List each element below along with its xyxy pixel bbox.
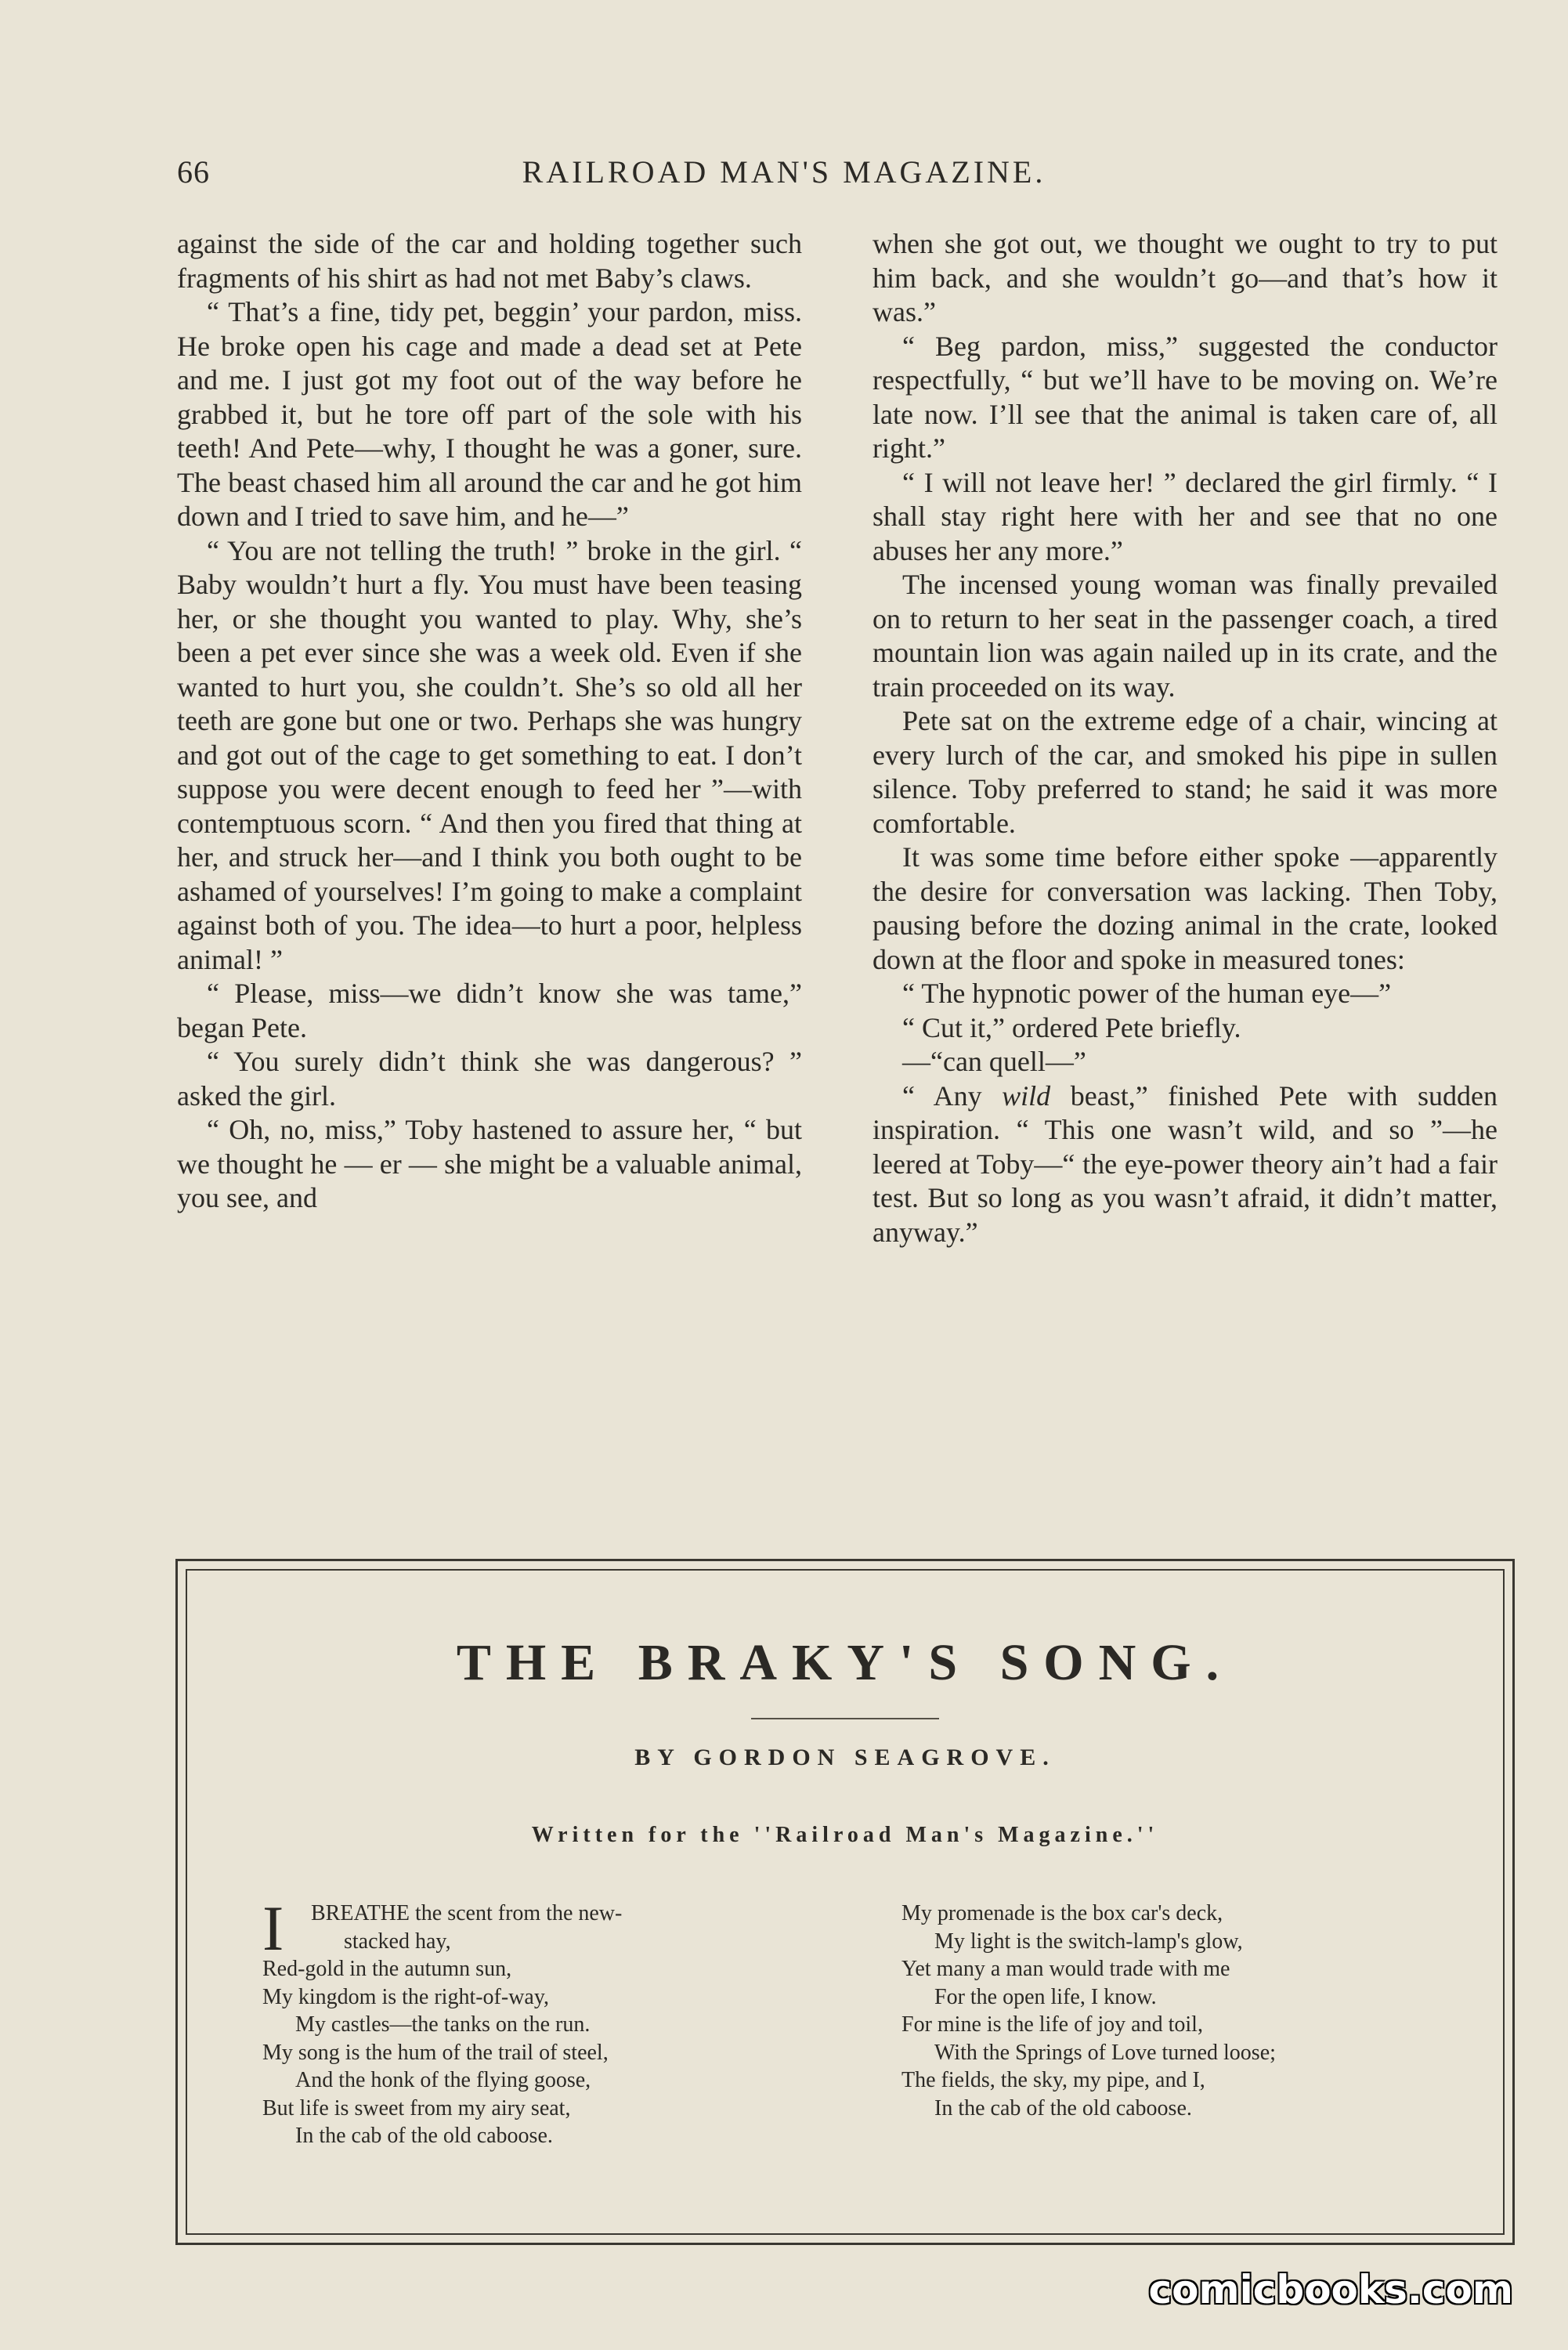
stanza-right <box>901 1900 1465 2122</box>
right-column <box>873 227 1498 1249</box>
paragraph: “ You surely didn’t think she was dangerous? ” asked the girl. <box>177 1046 802 1112</box>
paragraph: “ The hypnotic power of the human eye—” <box>902 978 1392 1009</box>
paragraph: “ Oh, no, miss,” Toby hastened to assure her, “ but we thought he — er — she might be a valuable animal, you see, and <box>177 1114 802 1213</box>
poem-box <box>175 1559 1515 2245</box>
poem-line: And the honk of the flying goose, <box>295 2068 591 2092</box>
text-run: beast,” finished Pete with sudden inspiration. “ This one wasn’t wild, and so ”—he leered at Toby—“ the eye-power theory ain’t had a fair test. But so long as you wasn’t afraid, it didn’t matter, anyway.” <box>873 1079 1498 1248</box>
paragraph: “ Beg pardon, miss,” suggested the conductor respectfully, “ but we’ll have to be moving on. We’re late now. I’ll see that the animal is taken care of, all right.” <box>873 330 1498 464</box>
poem-line: My song is the hum of the trail of steel, <box>262 2040 609 2065</box>
paragraph: “ You are not telling the truth! ” broke in the girl. “ Baby wouldn’t hurt a fly. You must have been teasing her, or she thought you wanted to play. Why, she’s been a pet ever since she was a week old. Even if she wanted to hurt you, she couldn’t. She’s so old all her teeth are gone but one or two. Perhaps she was hungry and got out of the cage to get something to eat. I don’t suppose you were decent enough to feed her ”—with contemptuous scorn. “ And then you fired that thing at her, and struck her—and I think you both ought to be ashamed of yourselves! I’m going to make a complaint against both of you. The idea—to hurt a poor, helpless animal! ” <box>177 534 802 975</box>
paragraph: “ Cut it,” ordered Pete briefly. <box>902 1011 1241 1043</box>
poem-credit: Written for the ''Railroad Man's Magazine.'' <box>531 1823 1159 1847</box>
text-run: “ Any <box>902 1079 1003 1112</box>
poem-line: But life is sweet from my airy seat, <box>262 2095 571 2120</box>
poem-line: My promenade is the box car's deck, <box>901 1901 1223 1925</box>
poem-byline: BY GORDON SEAGROVE. <box>634 1744 1056 1770</box>
poem-line: Yet many a man would trade with me <box>901 1957 1230 1981</box>
poem-title-rule <box>751 1718 939 1719</box>
paragraph: —“can quell—” <box>902 1046 1086 1077</box>
drop-cap: I <box>262 1893 284 1964</box>
poem-title: THE BRAKY'S SONG. <box>456 1634 1234 1691</box>
watermark: comicbooks.com <box>1148 2267 1513 2312</box>
poem-line: In the cab of the old caboose. <box>295 2124 553 2148</box>
poem-line-text: BREATHE the scent from the new- <box>311 1901 623 1925</box>
poem-line: My light is the switch-lamp's glow, <box>934 1929 1243 1954</box>
paragraph: “ That’s a fine, tidy pet, beggin’ your pardon, miss. He broke open his cage and made a dead set at Pete and me. I just got my foot out of the way before he grabbed it, but he tore off part of the sole with his teeth! And Pete—why, I thought he was a goner, sure. The beast chased him all around the car and he got him down and I tried to save him, and he—” <box>177 296 802 532</box>
poem-line: For mine is the life of joy and toil, <box>901 2012 1203 2037</box>
paragraph: It was some time before either spoke —apparently the desire for conversation was lacking. Then Toby, pausing before the dozing animal in the crate, looked down at the floor and spoke in measured tones: <box>873 841 1498 975</box>
paragraph: “ I will not leave her! ” declared the girl firmly. “ I shall stay right here with her and see that no one abuses her any more.” <box>873 466 1498 566</box>
poem-box-inner-border <box>186 1569 1505 2235</box>
poem-line: My kingdom is the right-of-way, <box>262 1984 550 2009</box>
paragraph: against the side of the car and holding together such fragments of his shirt as had not met Baby’s claws. <box>177 228 802 294</box>
paragraph: The incensed young woman was finally prevailed on to return to her seat in the passenger coach, a tired mountain lion was again nailed up in its crate, and the train proceeded on its way. <box>873 569 1498 703</box>
poem-line: My castles—the tanks on the run. <box>295 2012 591 2037</box>
page-number: 66 <box>177 154 210 190</box>
poem-line: For the open life, I know. <box>934 1984 1157 2009</box>
paragraph <box>873 1079 1498 1250</box>
poem-line: Red-gold in the autumn sun, <box>262 1957 512 1981</box>
poem-line: In the cab of the old caboose. <box>934 2095 1192 2120</box>
poem-line: The fields, the sky, my pipe, and I, <box>901 2068 1205 2092</box>
left-column <box>177 227 802 1216</box>
stanza-left <box>262 1893 858 2150</box>
poem-line: stacked hay, <box>344 1929 451 1954</box>
italic-word: wild <box>1002 1079 1051 1112</box>
paragraph: when she got out, we thought we ought to try to put him back, and she wouldn’t go—and that’s how it was.” <box>873 228 1498 327</box>
poem-line: With the Springs of Love turned loose; <box>934 2040 1276 2065</box>
running-head: RAILROAD MAN'S MAGAZINE. <box>522 154 1046 190</box>
paragraph: Pete sat on the extreme edge of a chair, wincing at every lurch of the car, and smoked his pipe in sullen silence. Toby preferred to stand; he said it was more comfortable. <box>873 705 1498 839</box>
paragraph: “ Please, miss—we didn’t know she was tame,” began Pete. <box>177 978 802 1043</box>
